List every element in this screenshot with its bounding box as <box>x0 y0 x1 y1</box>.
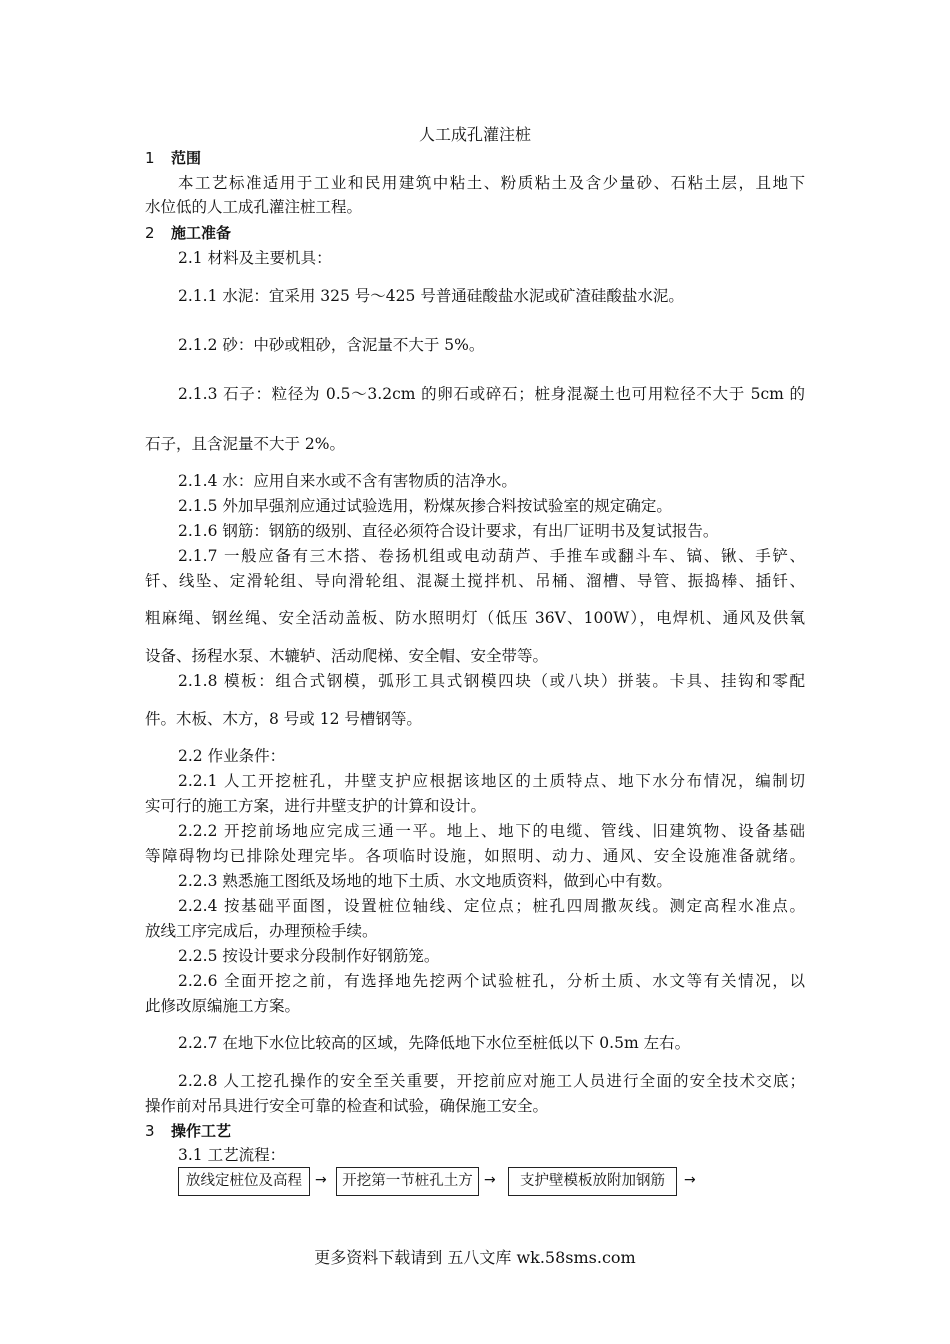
paragraph-line: 2.1.5 外加早强剂应通过试验选用，粉煤灰掺合料按试验室的规定确定。 <box>178 497 672 515</box>
paragraph-line: 此修改原编施工方案。 <box>145 997 301 1015</box>
flow-arrow-icon: → <box>315 1172 327 1188</box>
subsection-heading: 2.2 作业条件： <box>178 747 286 765</box>
paragraph-line: 2.2.7 在地下水位比较高的区域，先降低地下水位至桩低以下 0.5m 左右。 <box>178 1034 691 1052</box>
paragraph-line: 件。木板、木方，8 号或 12 号槽钢等。 <box>145 710 422 728</box>
paragraph-line: 水位低的人工成孔灌注桩工程。 <box>145 198 363 216</box>
paragraph-line: 设备、扬程水泵、木辘轳、活动爬梯、安全帽、安全带等。 <box>145 647 549 665</box>
document-title: 人工成孔灌注桩 <box>418 125 531 144</box>
paragraph-line: 钎、线坠、定滑轮组、导向滑轮组、混凝土搅拌机、吊桶、溜槽、导管、振捣棒、插钎、 <box>145 572 805 590</box>
paragraph-line: 本工艺标准适用于工业和民用建筑中粘土、粉质粘土及含少量砂、石粘土层，且地下 <box>178 174 805 192</box>
paragraph-line: 2.1.1 水泥：宜采用 325 号～425 号普通硅酸盐水泥或矿渣硅酸盐水泥。 <box>178 287 684 305</box>
paragraph-line: 放线工序完成后，办理预检手续。 <box>145 922 378 940</box>
paragraph-line: 2.1.8 模板：组合式钢模，弧形工具式钢模四块（或八块）拼装。卡具、挂钩和零配 <box>178 672 805 690</box>
flow-step-1: 放线定桩位及高程 <box>178 1167 310 1196</box>
paragraph-line: 2.1.6 钢筋：钢筋的级别、直径必须符合设计要求，有出厂证明书及复试报告。 <box>178 522 719 540</box>
paragraph-line: 石子，且含泥量不大于 2%。 <box>145 435 346 453</box>
paragraph-line: 2.2.2 开挖前场地应完成三通一平。地上、地下的电缆、管线、旧建筑物、设备基础 <box>178 822 805 840</box>
paragraph-line: 2.1.3 石子：粒径为 0.5～3.2cm 的卵石或碎石；桩身混凝土也可用粒径不大于 5cm 的 <box>178 385 805 403</box>
paragraph-line: 2.2.3 熟悉施工图纸及场地的地下土质、水文地质资料，做到心中有数。 <box>178 872 672 890</box>
paragraph-line: 2.2.8 人工挖孔操作的安全至关重要，开挖前应对施工人员进行全面的安全技术交底； <box>178 1072 805 1090</box>
paragraph-line: 粗麻绳、钢丝绳、安全活动盖板、防水照明灯（低压 36V、100W），电焊机、通风及供氧 <box>145 609 805 627</box>
paragraph-line: 2.1.4 水：应用自来水或不含有害物质的洁净水。 <box>178 472 517 490</box>
paragraph-line: 2.1.7 一般应备有三木搭、卷扬机组或电动葫芦、手推车或翻斗车、镐、锹、手铲、 <box>178 547 805 565</box>
section-heading-2: 2 施工准备 <box>145 224 232 242</box>
section-heading-1: 1 范围 <box>145 149 202 167</box>
paragraph-line: 等障碍物均已排除处理完毕。各项临时设施，如照明、动力、通风、安全设施准备就绪。 <box>145 847 805 865</box>
flow-step-2: 开挖第一节桩孔土方 <box>336 1167 479 1196</box>
flow-arrow-icon: → <box>684 1172 696 1188</box>
flow-step-3: 支护壁模板放附加钢筋 <box>508 1167 677 1196</box>
paragraph-line: 操作前对吊具进行安全可靠的检查和试验，确保施工安全。 <box>145 1097 549 1115</box>
subsection-heading: 3.1 工艺流程： <box>178 1146 286 1164</box>
flow-arrow-icon: → <box>484 1172 496 1188</box>
paragraph-line: 2.2.4 按基础平面图，设置桩位轴线、定位点；桩孔四周撒灰线。测定高程水准点。 <box>178 897 805 915</box>
paragraph-line: 2.2.5 按设计要求分段制作好钢筋笼。 <box>178 947 440 965</box>
subsection-heading: 2.1 材料及主要机具： <box>178 249 332 267</box>
section-heading-3: 3 操作工艺 <box>145 1122 232 1140</box>
paragraph-line: 2.2.1 人工开挖桩孔，井壁支护应根据该地区的土质特点、地下水分布情况，编制切 <box>178 772 805 790</box>
paragraph-line: 2.2.6 全面开挖之前，有选择地先挖两个试验桩孔，分析土质、水文等有关情况，以 <box>178 972 805 990</box>
footer-text: 更多资料下载请到 五八文库 wk.58sms.com <box>314 1248 636 1267</box>
paragraph-line: 实可行的施工方案，进行井壁支护的计算和设计。 <box>145 797 487 815</box>
paragraph-line: 2.1.2 砂：中砂或粗砂，含泥量不大于 5%。 <box>178 336 485 354</box>
